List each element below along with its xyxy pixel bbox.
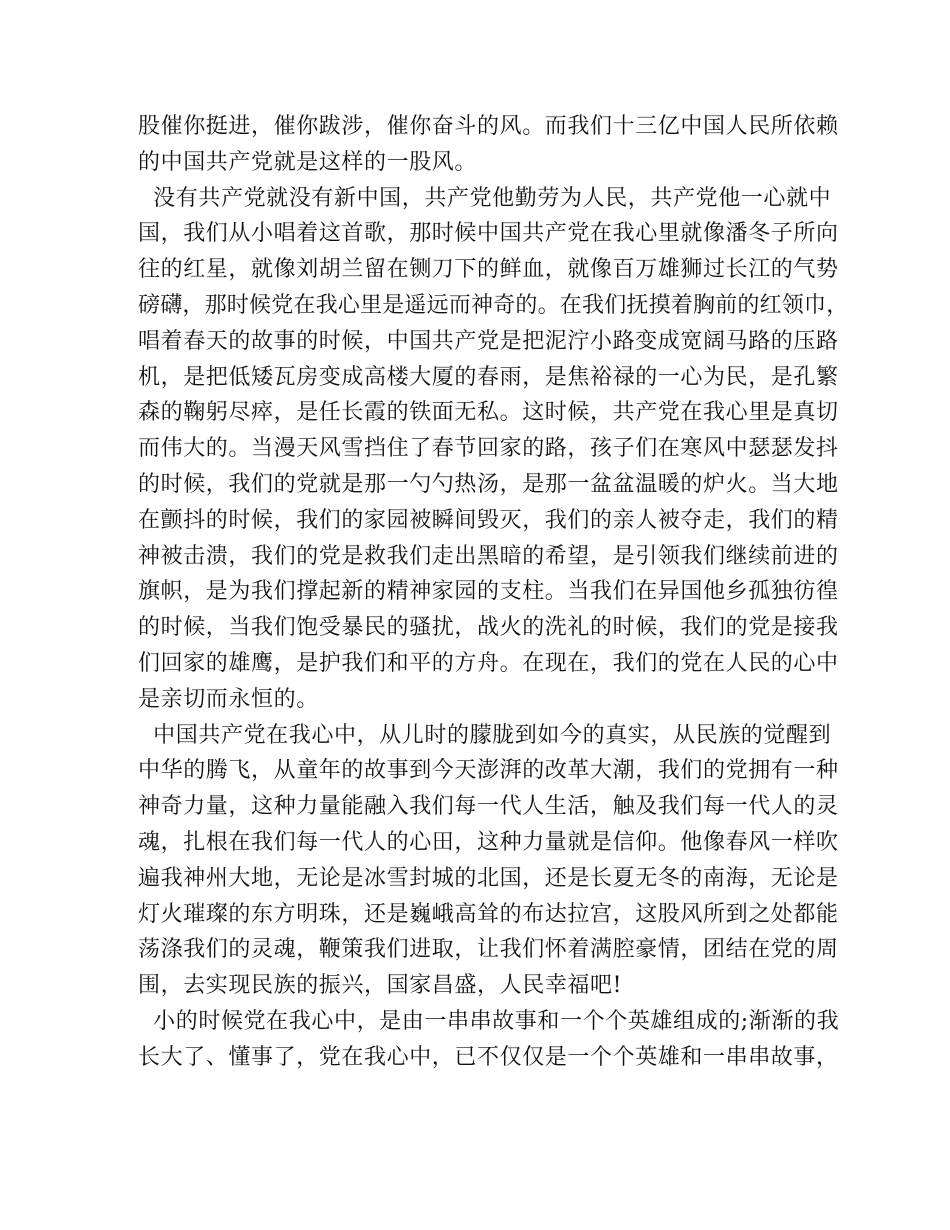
text-line: 灯火璀璨的东方明珠，还是巍峨高耸的布达拉宫，这股风所到之处都能 <box>138 901 839 927</box>
text-line: 中国共产党在我心中，从儿时的朦胧到如今的真实，从民族的觉醒到 <box>138 722 832 748</box>
text-line: 小的时候党在我心中，是由一串串故事和一个个英雄组成的;渐渐的我 <box>138 1008 840 1034</box>
text-line: 围，去实现民族的振兴，国家昌盛，人民幸福吧! <box>138 973 623 999</box>
body-text <box>138 109 849 1076</box>
text-line: 而伟大的。当漫天风雪挡住了春节回家的路，孩子们在寒风中瑟瑟发抖 <box>138 436 839 462</box>
text-line: 磅礴，那时候党在我心里是遥远而神奇的。在我们抚摸着胸前的红领巾， <box>138 292 849 318</box>
text-line: 唱着春天的故事的时候，中国共产党是把泥泞小路变成宽阔马路的压路 <box>138 328 839 354</box>
text-line: 的时候，当我们饱受暴民的骚扰，战火的洗礼的时候，我们的党是接我 <box>138 615 839 641</box>
text-line: 股催你挺进，催你跋涉，催你奋斗的风。而我们十三亿中国人民所依赖 <box>138 114 839 139</box>
text-line: 旗帜，是为我们撑起新的精神家园的支柱。当我们在异国他乡孤独彷徨 <box>138 579 839 605</box>
text-line: 们回家的雄鹰，是护我们和平的方舟。在现在，我们的党在人民的心中 <box>138 650 839 676</box>
text-line: 神奇力量，这种力量能融入我们每一代人生活，触及我们每一代人的灵 <box>138 794 839 820</box>
text-line: 森的鞠躬尽瘁，是任长霞的铁面无私。这时候，共产党在我心里是真切 <box>138 400 839 426</box>
text-line: 机，是把低矮瓦房变成高楼大厦的春雨，是焦裕禄的一心为民，是孔繁 <box>138 364 839 390</box>
text-line: 的时候，我们的党就是那一勺勺热汤，是那一盆盆温暖的炉火。当大地 <box>138 471 839 497</box>
text-line: 往的红星，就像刘胡兰留在铡刀下的鲜血，就像百万雄狮过长江的气势 <box>138 257 839 283</box>
text-line: 的中国共产党就是这样的一股风。 <box>138 149 478 175</box>
text-line: 中华的腾飞，从童年的故事到今天澎湃的改革大潮，我们的党拥有一种 <box>138 758 839 784</box>
text-line: 长大了、懂事了，党在我心中，已不仅仅是一个个英雄和一串串故事， <box>138 1044 839 1070</box>
text-line: 荡涤我们的灵魂，鞭策我们进取，让我们怀着满腔豪情，团结在党的周 <box>138 937 839 963</box>
text-line: 在颤抖的时候，我们的家园被瞬间毁灭，我们的亲人被夺走，我们的精 <box>138 507 839 533</box>
text-line: 魂，扎根在我们每一代人的心田，这种力量就是信仰。他像春风一样吹 <box>138 829 839 855</box>
text-line: 遍我神州大地，无论是冰雪封城的北国，还是长夏无冬的南海，无论是 <box>138 865 839 891</box>
text-line: 神被击溃，我们的党是救我们走出黑暗的希望，是引领我们继续前进的 <box>138 543 839 569</box>
text-line: 国，我们从小唱着这首歌，那时候中国共产党在我心里就像潘冬子所向 <box>138 221 839 247</box>
text-line: 是亲切而永恒的。 <box>138 686 319 712</box>
text-line: 没有共产党就没有新中国，共产党他勤劳为人民，共产党他一心就中 <box>138 185 832 211</box>
